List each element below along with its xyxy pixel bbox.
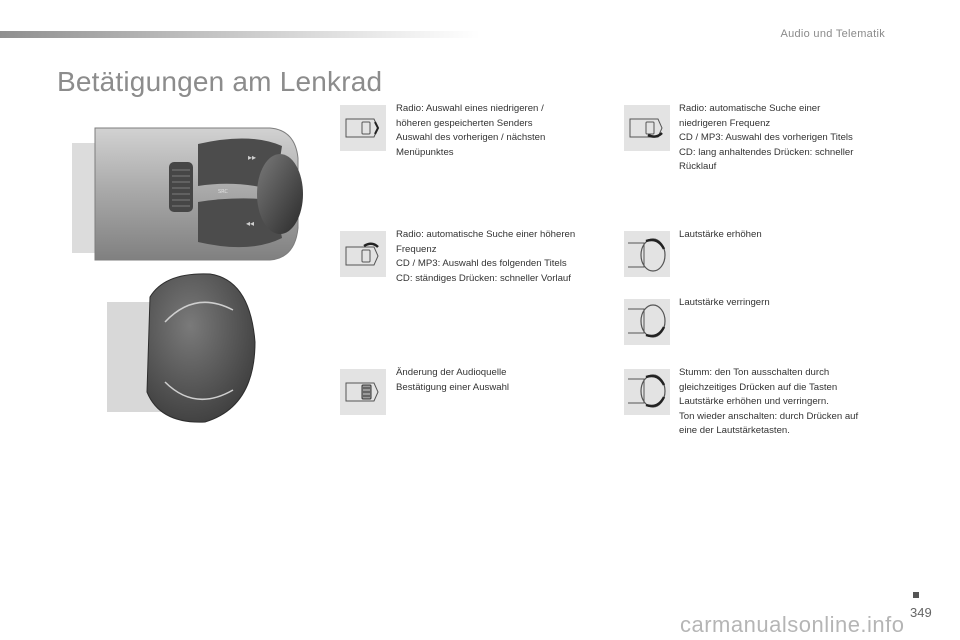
page-title: Betätigungen am Lenkrad bbox=[57, 66, 383, 97]
seek-down-thumbnail bbox=[624, 105, 670, 151]
volume-down-icon bbox=[624, 299, 670, 345]
seek-buttons-icon bbox=[340, 105, 386, 151]
desc-seek-buttons: Radio: Auswahl eines niedrigeren / höheren gespeicherten Senders Auswahl des vorherigen / nächsten Menüpunktes bbox=[396, 103, 546, 158]
page-marker bbox=[913, 592, 919, 598]
desc-mute: Stumm: den Ton ausschalten durch gleichzeitiges Drücken auf die Tasten Lautstärke erhöhen und verringern. Ton wieder anschalten: durch Drücken auf eine der Lautstärketasten. bbox=[679, 367, 859, 437]
svg-text:◂◂: ◂◂ bbox=[246, 219, 255, 228]
page-number: 349 bbox=[910, 605, 932, 620]
seek-up-icon bbox=[340, 231, 386, 277]
source-wheel-thumbnail bbox=[340, 369, 386, 415]
mute-icon bbox=[624, 369, 670, 415]
section-title: Audio und Telematik bbox=[780, 28, 885, 40]
desc-volume-up: Lautstärke erhöhen bbox=[679, 229, 762, 240]
desc-source-wheel: Änderung der Audioquelle Bestätigung einer Auswahl bbox=[396, 367, 510, 393]
volume-control-illustration bbox=[105, 272, 265, 427]
seek-down-icon bbox=[624, 105, 670, 151]
desc-volume-down: Lautstärke verringern bbox=[679, 297, 770, 308]
svg-text:▸▸: ▸▸ bbox=[248, 153, 257, 162]
source-wheel-icon bbox=[340, 369, 386, 415]
desc-seek-down: Radio: automatische Suche einer niedrigeren Frequenz CD / MP3: Auswahl des vorherigen Titels CD: lang anhaltendes Drücken: schneller Rücklauf bbox=[679, 103, 854, 173]
mute-thumbnail bbox=[624, 369, 670, 415]
volume-up-icon bbox=[624, 231, 670, 277]
watermark: carmanualsonline.info bbox=[680, 612, 905, 637]
volume-up-thumbnail bbox=[624, 231, 670, 277]
desc-seek-up: Radio: automatische Suche einer höheren Frequenz CD / MP3: Auswahl des folgenden Titels CD: ständiges Drücken: schneller Vorlauf bbox=[396, 229, 576, 284]
audio-stalk-illustration bbox=[70, 118, 310, 268]
header-gradient-bar bbox=[0, 31, 480, 38]
volume-down-thumbnail bbox=[624, 299, 670, 345]
seek-buttons-thumbnail bbox=[340, 105, 386, 151]
src-label: SRC bbox=[218, 189, 228, 195]
seek-up-thumbnail bbox=[340, 231, 386, 277]
